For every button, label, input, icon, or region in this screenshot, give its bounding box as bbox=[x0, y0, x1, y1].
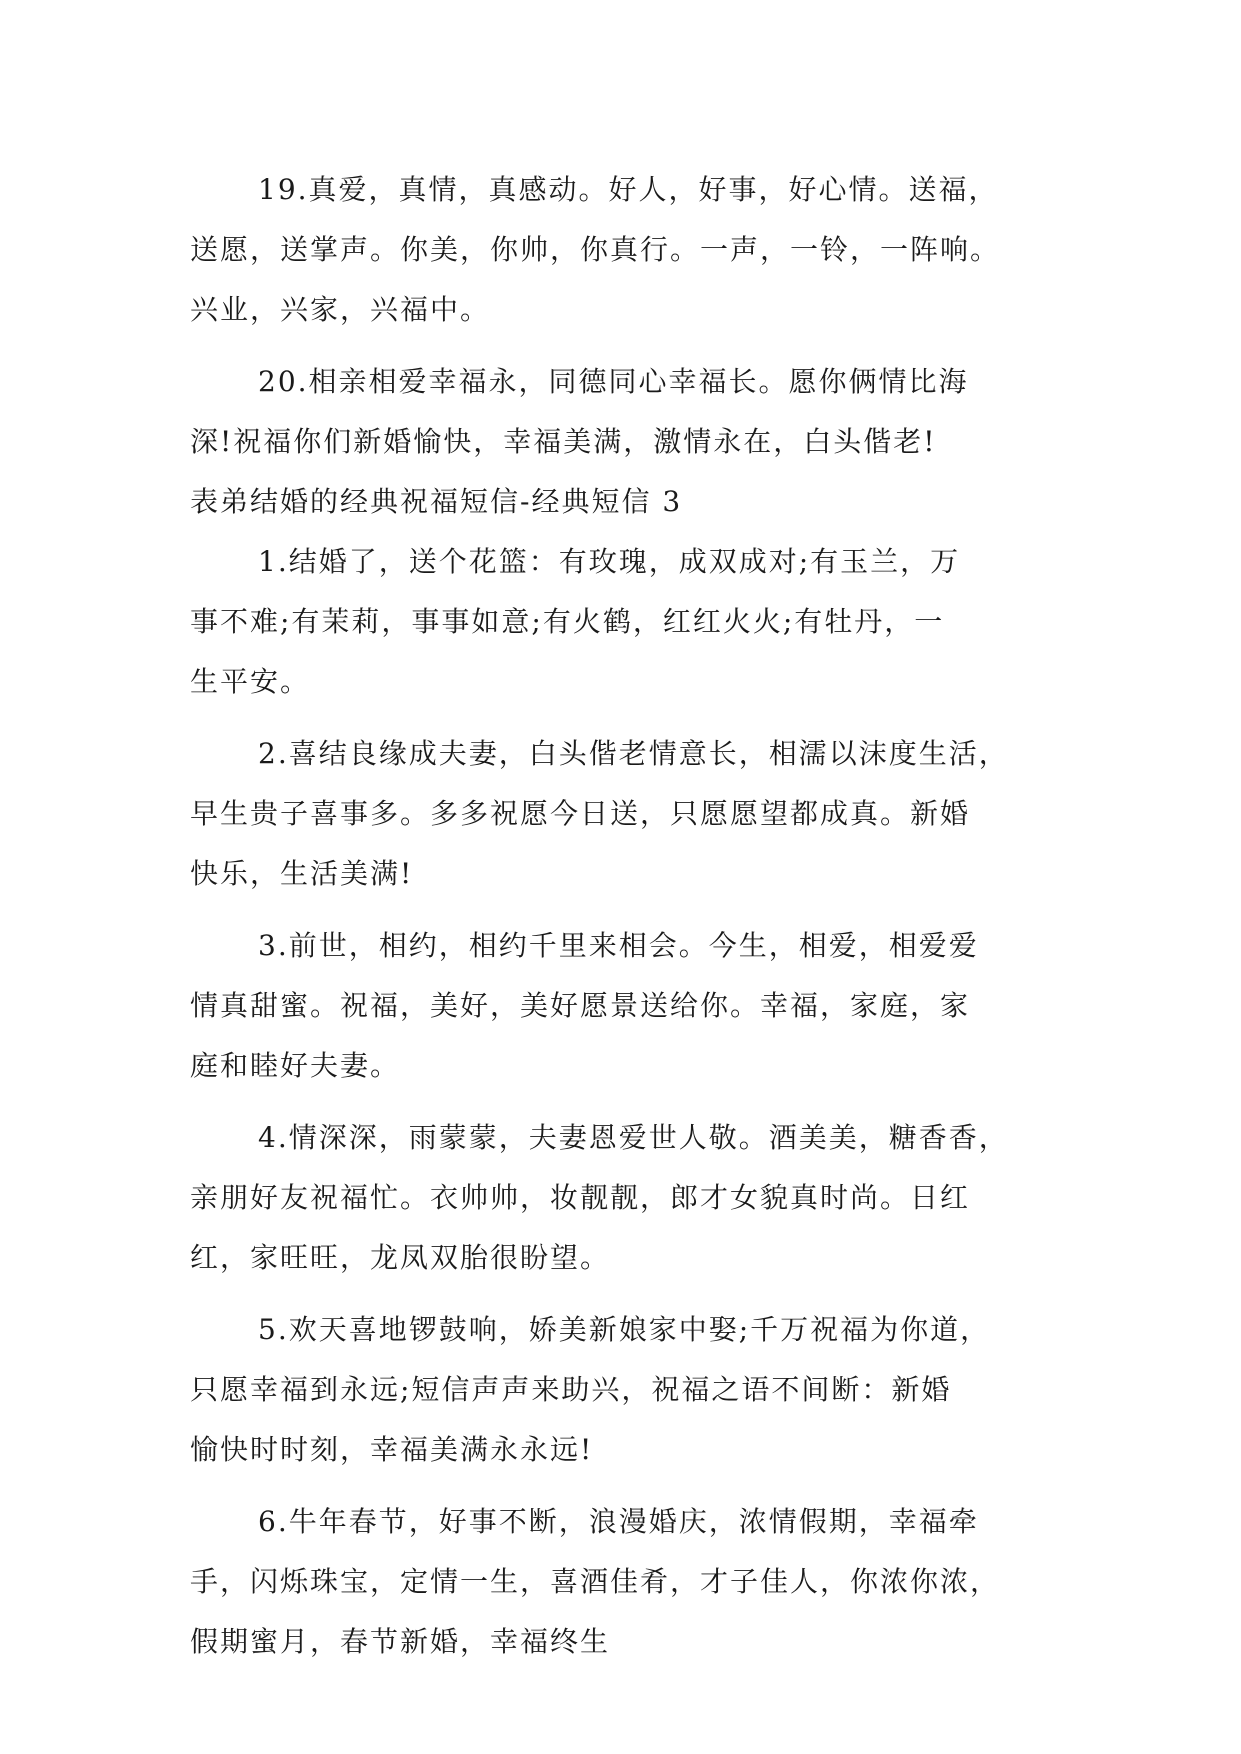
text-line: 事不难;有茉莉，事事如意;有火鹤，红红火火;有牡丹，一 bbox=[190, 605, 945, 638]
paragraph-19 bbox=[190, 160, 1090, 340]
text-line: 6.牛年春节，好事不断，浪漫婚庆，浓情假期，幸福牵 bbox=[258, 1505, 979, 1538]
text-line: 红，家旺旺，龙凤双胎很盼望。 bbox=[190, 1241, 611, 1274]
text-line: 5.欢天喜地锣鼓响，娇美新娘家中娶;千万祝福为你道， bbox=[258, 1313, 991, 1346]
text-line: 20.相亲相爱幸福永，同德同心幸福长。愿你俩情比海 bbox=[258, 365, 969, 398]
text-line: 1.结婚了，送个花篮：有玫瑰，成双成对;有玉兰，万 bbox=[258, 545, 961, 578]
text-line: 只愿幸福到永远;短信声声来助兴，祝福之语不间断：新婚 bbox=[190, 1373, 952, 1406]
text-line: 手，闪烁珠宝，定情一生，喜酒佳肴，才子佳人，你浓你浓， bbox=[190, 1565, 1001, 1598]
text-line: 早生贵子喜事多。多多祝愿今日送，只愿愿望都成真。新婚 bbox=[190, 797, 971, 830]
text-line: 深!祝福你们新婚愉快，幸福美满，激情永在，白头偕老! bbox=[190, 425, 937, 458]
paragraph-6 bbox=[190, 1492, 1090, 1672]
text-line: 生平安。 bbox=[190, 665, 311, 698]
text-line: 19.真爱，真情，真感动。好人，好事，好心情。送福， bbox=[258, 173, 999, 206]
text-line: 情真甜蜜。祝福，美好，美好愿景送给你。幸福，家庭，家 bbox=[190, 989, 971, 1022]
paragraph-20 bbox=[190, 352, 1090, 472]
text-line: 2.喜结良缘成夫妻，白头偕老情意长，相濡以沫度生活， bbox=[258, 737, 1009, 770]
text-line: 庭和睦好夫妻。 bbox=[190, 1049, 401, 1082]
paragraph-3 bbox=[190, 916, 1090, 1096]
text-line: 快乐，生活美满! bbox=[190, 857, 414, 890]
text-line: 送愿，送掌声。你美，你帅，你真行。一声，一铃，一阵响。 bbox=[190, 233, 1001, 266]
paragraph-4 bbox=[190, 1108, 1090, 1288]
document-page bbox=[190, 160, 1090, 1684]
text-line: 愉快时时刻，幸福美满永永远! bbox=[190, 1433, 594, 1466]
text-line: 4.情深深，雨蒙蒙，夫妻恩爱世人敬。酒美美，糖香香， bbox=[258, 1121, 1009, 1154]
paragraph-2 bbox=[190, 724, 1090, 904]
text-line: 假期蜜月，春节新婚，幸福终生 bbox=[190, 1625, 611, 1658]
paragraph-1 bbox=[190, 532, 1090, 712]
text-line: 亲朋好友祝福忙。衣帅帅，妆靓靓，郎才女貌真时尚。日红 bbox=[190, 1181, 971, 1214]
text-line: 3.前世，相约，相约千里来相会。今生，相爱，相爱爱 bbox=[258, 929, 979, 962]
text-line: 兴业，兴家，兴福中。 bbox=[190, 293, 491, 326]
section-heading: 表弟结婚的经典祝福短信-经典短信 3 bbox=[190, 485, 683, 518]
paragraph-5 bbox=[190, 1300, 1090, 1480]
